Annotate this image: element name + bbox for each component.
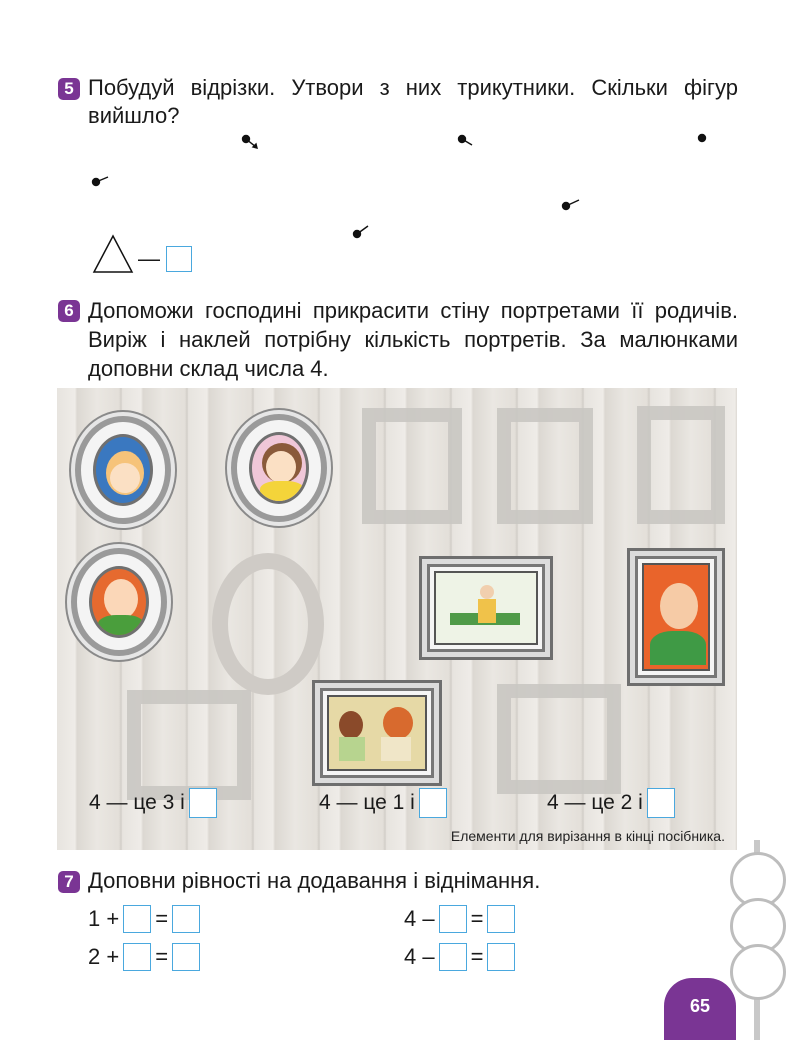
page-number: 65 bbox=[689, 996, 711, 1016]
task-7-text: Доповни рівності на додавання і віднімання. bbox=[88, 868, 541, 893]
portrait-girl-blonde bbox=[75, 416, 171, 524]
equation-row bbox=[404, 942, 515, 972]
empty-frame-slot bbox=[127, 690, 251, 800]
assessment-circle[interactable] bbox=[730, 944, 786, 1000]
equals-sign: = bbox=[470, 944, 484, 969]
empty-frame-slot bbox=[362, 408, 462, 524]
dot bbox=[459, 136, 473, 146]
equation-row bbox=[88, 942, 200, 972]
equation-row bbox=[404, 904, 515, 934]
empty-frame-slot bbox=[497, 408, 593, 524]
portrait-grandpa-bench bbox=[419, 556, 553, 660]
answer-box[interactable] bbox=[123, 943, 151, 971]
answer-box[interactable] bbox=[487, 905, 515, 933]
answer-box[interactable] bbox=[419, 788, 447, 818]
composition-equation-3: 4 — це 2 і bbox=[547, 791, 643, 814]
equals-sign: = bbox=[155, 944, 169, 969]
empty-frame-slot bbox=[637, 406, 725, 524]
equation-row bbox=[88, 904, 200, 934]
cutout-note: Елементи для вирізання в кінці посібника. bbox=[450, 828, 725, 844]
composition-equation-1: 4 — це 3 і bbox=[89, 791, 185, 814]
equation-left: 4 – bbox=[404, 944, 435, 969]
answer-box[interactable] bbox=[189, 788, 217, 818]
wall-panel bbox=[57, 388, 737, 850]
answer-box[interactable] bbox=[439, 905, 467, 933]
answer-box[interactable] bbox=[172, 905, 200, 933]
answer-box[interactable] bbox=[439, 943, 467, 971]
dots-field bbox=[0, 0, 800, 290]
task-5-dash: — bbox=[138, 246, 160, 271]
task-number-6: 6 bbox=[58, 300, 80, 322]
answer-box[interactable] bbox=[487, 943, 515, 971]
empty-frame-slot bbox=[497, 684, 621, 794]
answer-box[interactable] bbox=[172, 943, 200, 971]
dot bbox=[563, 200, 580, 210]
answer-box[interactable] bbox=[647, 788, 675, 818]
task-6-text: Допоможи господині прикрасити стіну портретами її родичів. Виріж і наклей потрібну кількість портретів. За малюнками доповни склад числа 4. bbox=[88, 298, 738, 381]
task-5-text: Побудуй відрізки. Утвори з них трикутники. Скільки фігур вийшло? bbox=[88, 75, 738, 128]
equals-sign: = bbox=[470, 906, 484, 931]
portrait-girl-brown bbox=[231, 414, 327, 522]
equation-left: 1 + bbox=[88, 906, 120, 931]
task-number-5: 5 bbox=[58, 78, 80, 100]
portrait-boy-smiling bbox=[627, 548, 725, 686]
equals-sign: = bbox=[155, 906, 169, 931]
answer-box[interactable] bbox=[123, 905, 151, 933]
task-number-7: 7 bbox=[58, 871, 80, 893]
empty-oval-frame-slot bbox=[212, 553, 324, 695]
dot bbox=[243, 136, 258, 149]
equation-left: 2 + bbox=[88, 944, 120, 969]
portrait-boy-redhead bbox=[71, 548, 167, 656]
page-number-tab bbox=[664, 978, 736, 1040]
portrait-two-women bbox=[312, 680, 442, 786]
dot bbox=[354, 226, 369, 238]
triangle-icon bbox=[94, 236, 132, 272]
answer-box[interactable] bbox=[166, 246, 192, 272]
dot bbox=[93, 177, 109, 186]
composition-equation-2: 4 — це 1 і bbox=[319, 791, 415, 814]
equation-left: 4 – bbox=[404, 906, 435, 931]
dot bbox=[699, 135, 706, 142]
